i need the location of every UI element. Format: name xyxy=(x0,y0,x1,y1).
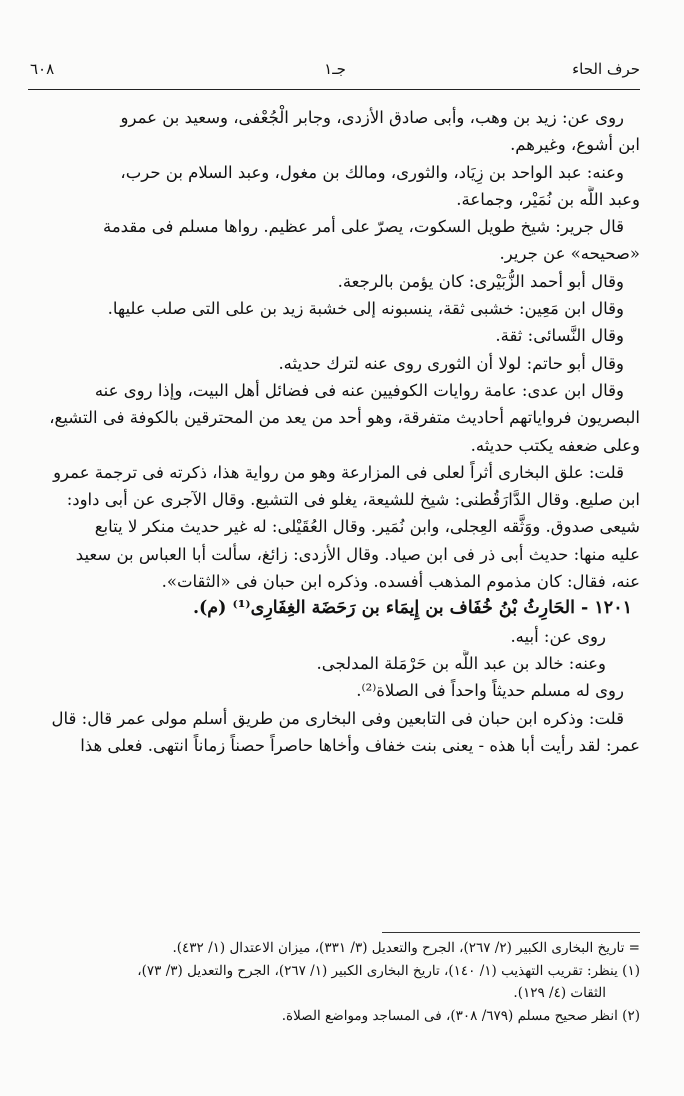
text-line: روى له مسلم حديثاً واحداً فى الصلاة⁽²⁾. xyxy=(356,681,624,701)
footnote-line: الثقات (٤/ ١٢٩). xyxy=(513,985,606,1001)
text-line: قلت: علق البخارى أثراً لعلى فى المزارعة وهو من رواية هذا، ذكرته فى ترجمة عمرو xyxy=(53,462,624,482)
text-line: روى عن: أبيه. xyxy=(510,626,606,646)
text-line: وقال أبو حاتم: لولا أن الثورى روى عنه لترك حديثه. xyxy=(278,353,624,373)
section-title: حرف الحاء xyxy=(572,60,640,78)
text-line: وقال النَّسائى: ثقة. xyxy=(495,326,624,346)
text-line: عنه، فقال: كان مذموم المذهب أفسده. وذكره ابن حبان فى «الثقات». xyxy=(161,572,640,592)
text-line: شيعى صدوق. ووَثَّقه العِجلى، وابن نُمَير. وقال العُقَيْلى: له غير حديث منكر لا يتابع xyxy=(94,517,640,537)
header-divider xyxy=(28,89,640,90)
footnotes xyxy=(32,937,640,1027)
text-line: قلت: وذكره ابن حبان فى التابعين وفى البخارى من طريق أسلم مولى عمر قال: قال xyxy=(51,708,624,728)
text-line: وعنه: عبد الواحد بن زِيَاد، والثورى، ومالك بن مغول، وعبد السلام بن حرب، xyxy=(120,162,624,182)
text-line: وعبد اللَّه بن نُمَيْر، وجماعة. xyxy=(456,189,640,209)
text-line: البصريون فرواياتهم أحاديث متفرقة، وهو أحد من يعد من المحترقين بالكوفة فى التشيع، xyxy=(49,408,640,428)
text-line: «صحيحه» عن جرير. xyxy=(499,244,640,264)
page-number: ٦٠٨ xyxy=(30,60,55,78)
text-line: ابن أشوع، وغيرهم. xyxy=(510,135,640,155)
footnote-line: (١) ينظر: تقريب التهذيب (١/ ١٤٠)، تاريخ البخارى الكبير (١/ ٢٦٧)، الجرح والتعديل (٣/ ٧٣)، xyxy=(137,962,640,979)
text-line: قال جرير: شيخ طويل السكوت، يصرّ على أمر عظيم. رواها مسلم فى مقدمة xyxy=(102,217,624,237)
text-line: عمر: لقد رأيت أبا هذه - يعنى بنت خفاف وأخاها حاصراً حصناً زماناً انتهى. فعلى هذا xyxy=(80,735,640,755)
footnote-divider xyxy=(382,932,640,933)
text-line: عليه منها: حديث أبى ذر فى ابن صياد. وقال الأزدى: زائغ، سألت أبا العباس بن سعيد xyxy=(75,544,640,564)
page-header xyxy=(30,60,640,86)
text-line: وقال ابن مَعِين: خشبى ثقة، ينسبونه إلى خشبة زيد بن على التى صلب عليها. xyxy=(107,299,624,319)
text-line: روى عن: زيد بن وهب، وأبى صادق الأزدى، وجابر الْجُعْفى، وسعيد بن عمرو xyxy=(120,108,624,127)
main-text xyxy=(34,104,640,759)
text-line: وقال ابن عدى: عامة روايات الكوفيين عنه فى فضائل أهل البيت، وإذا روى عنه xyxy=(94,380,624,400)
text-line: ابن صليع. وقال الدَّارَقُطنى: شيخ للشيعة، يغلو فى التشيع. وقال الآجرى عن أبى داود: xyxy=(66,490,640,510)
volume-label: جـ١ xyxy=(324,60,346,78)
text-line: وقال أبو أحمد الزُّبَيْرى: كان يؤمن بالرجعة. xyxy=(337,271,624,291)
footnote-line: (٢) انظر صحيح مسلم (٦٧٩/ ٣٠٨)، فى المساجد ومواضع الصلاة. xyxy=(281,1007,640,1024)
footnote-line: = تاريخ البخارى الكبير (٢/ ٢٦٧)، الجرح والتعديل (٣/ ٣٣١)، ميزان الاعتدال (١/ ٤٣٢). xyxy=(172,940,640,956)
text-line: وعنه: خالد بن عبد اللَّه بن حَرْمَلة المدلجى. xyxy=(316,653,606,673)
entry-heading: ١٢٠١ - الحَارِثُ بْنُ خُفَاف بن إِيمَاء بن رَحَضَة الغِفَارِى⁽¹⁾ (م). xyxy=(192,598,632,619)
text-line: وعلى ضعفه يكتب حديثه. xyxy=(470,435,640,455)
